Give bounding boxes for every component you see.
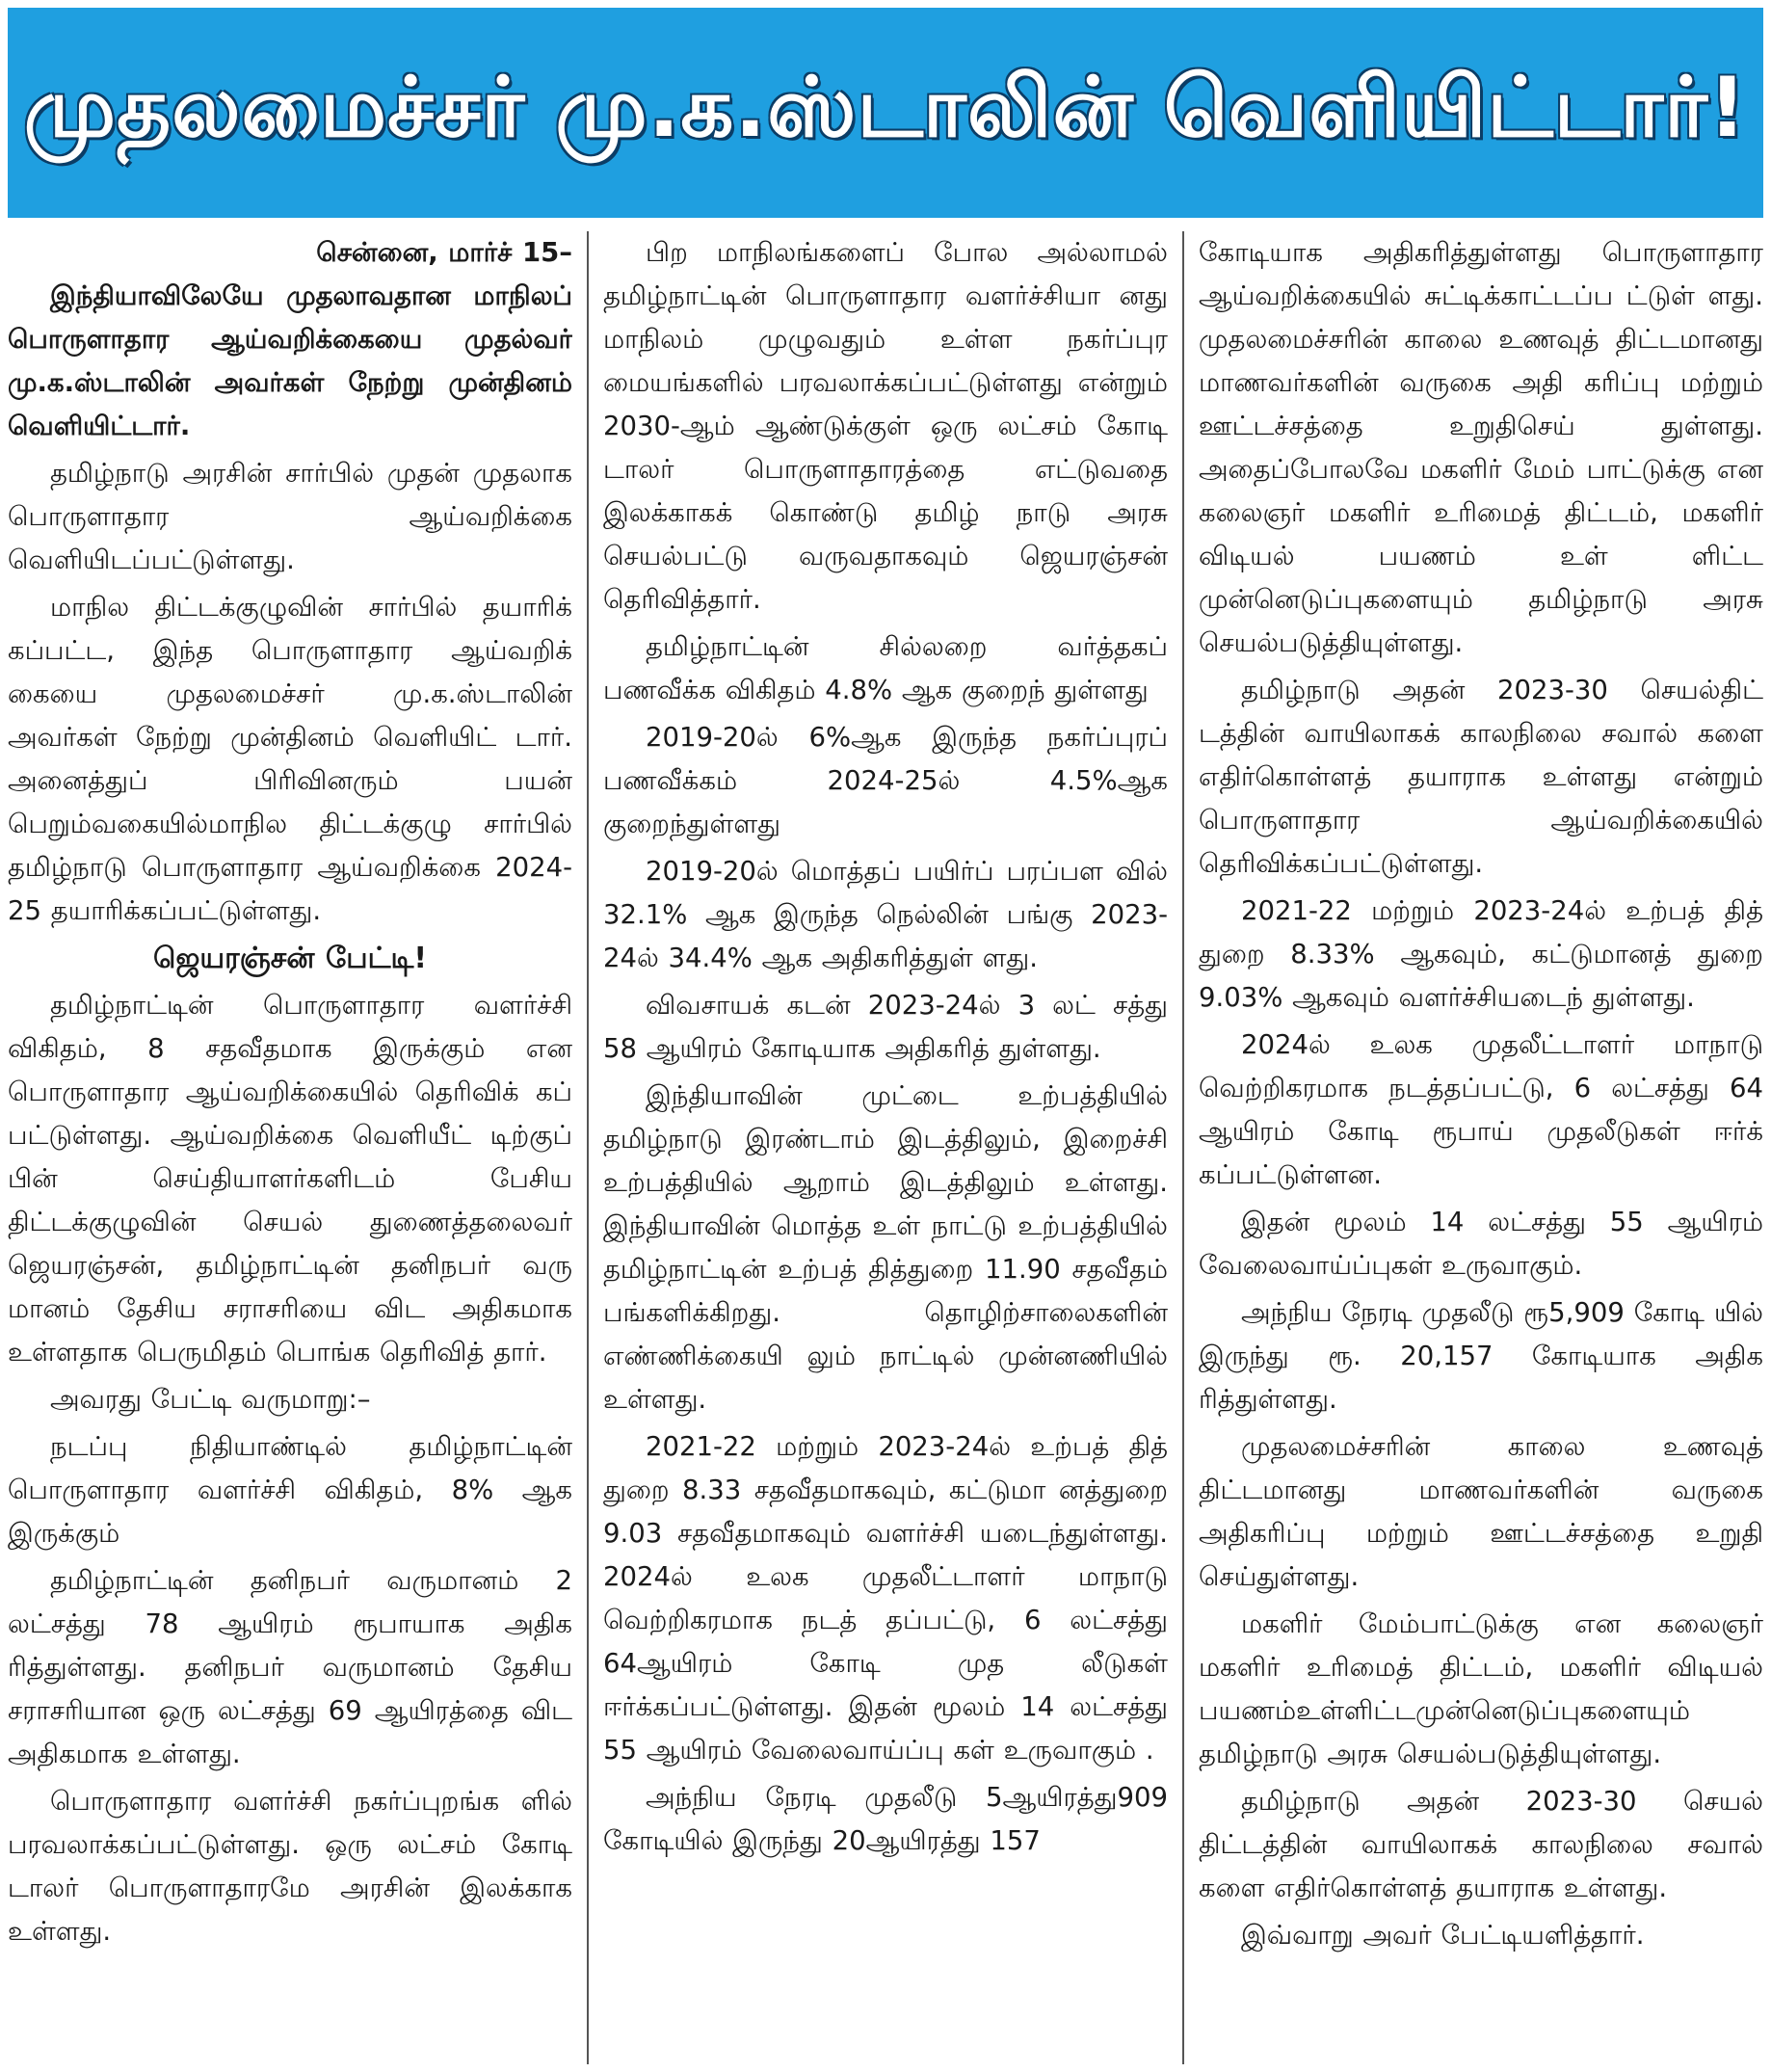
paragraph: பிற மாநிலங்களைப் போல அல்லாமல் தமிழ்நாட்டின் பொருளாதார வளர்ச்சியா னது மாநிலம் முழுவதும் உள்ள நகர்ப்புர மையங்களில் பரவலாக்கப்பட்டுள்ளது என்றும் 2030-ஆம் ஆண்டுக்குள் ஒரு லட்சம் கோடி டாலர் பொருளாதாரத்தை எட்டுவதை இலக்காகக் கொண்டு தமிழ் நாடு அரசு செயல்பட்டு வருவதாகவும் ஜெயரஞ்சன் தெரிவித்தார். <box>603 237 1168 615</box>
paragraph: தமிழ்நாட்டின் சில்லறை வர்த்தகப் பணவீக்க விகிதம் 4.8% ஆக குறைந் துள்ளது <box>603 631 1168 705</box>
subheading: ஜெயரஞ்சன் பேட்டி! <box>152 942 428 975</box>
paragraph: விவசாயக் கடன் 2023-24ல் 3 லட் சத்து 58 ஆயிரம் கோடியாக அதிகரித் துள்ளது. <box>603 990 1168 1064</box>
paragraph: தமிழ்நாடு அரசின் சார்பில் முதன் முதலாக பொருளாதார ஆய்வறிக்கை வெளியிடப்பட்டுள்ளது. <box>8 458 572 575</box>
paragraph: 2024ல் உலக முதலீட்டாளர் மாநாடு வெற்றிகரமாக நடத்தப்பட்டு, 6 லட்சத்து 64 ஆயிரம் கோடி ரூபாய் முதலீடுகள் ஈர்க் கப்பட்டுள்ளன. <box>1199 1029 1763 1190</box>
paragraph: 2021-22 மற்றும் 2023-24ல் உற்பத் தித் துறை 8.33 சதவீதமாகவும், கட்டுமா னத்துறை 9.03 சதவீதமாகவும் வளர்ச்சி யடைந்துள்ளது. 2024ல் உலக முதலீட்டாளர் மாநாடு வெற்றிகரமாக நடத் தப்பட்டு, 6 லட்சத்து 64ஆயிரம் கோடி முத லீடுகள் ஈர்க்கப்பட்டுள்ளது. இதன் மூலம் 14 லட்சத்து 55 ஆயிரம் வேலைவாய்ப்பு கள் உருவாகும் . <box>603 1431 1168 1766</box>
headline: முதலமைச்சர் மு.க.ஸ்டாலின் வெளியிட்டார்! <box>23 59 1748 156</box>
headline-banner <box>8 8 1763 218</box>
dateline: சென்னை, மார்ச் 15– <box>316 237 572 268</box>
paragraph: 2021-22 மற்றும் 2023-24ல் உற்பத் தித் துறை 8.33% ஆகவும், கட்டுமானத் துறை 9.03% ஆகவும் வளர்ச்சியடைந் துள்ளது. <box>1199 895 1763 1013</box>
paragraph: இதன் மூலம் 14 லட்சத்து 55 ஆயிரம் வேலைவாய்ப்புகள் உருவாகும். <box>1199 1207 1763 1281</box>
column-divider <box>587 231 589 2064</box>
paragraph: தமிழ்நாடு அதன் 2023-30 செயல் திட்டத்தின் வாயிலாகக் காலநிலை சவால் களை எதிர்கொள்ளத் தயாராக உள்ளது. <box>1199 1786 1763 1903</box>
paragraph: பொருளாதார வளர்ச்சி நகர்ப்புறங்க ளில் பரவலாக்கப்பட்டுள்ளது. ஒரு லட்சம் கோடி டாலர் பொருளாதாரமே அரசின் இலக்காக உள்ளது. <box>8 1786 572 1947</box>
paragraph: முதலமைச்சரின் காலை உணவுத் திட்டமானது மாணவர்களின் வருகை அதிகரிப்பு மற்றும் ஊட்டச்சத்தை உறுதி செய்துள்ளது. <box>1199 1431 1763 1592</box>
column-2 <box>603 231 1168 2064</box>
lead-paragraph: இந்தியாவிலேயே முதலாவதான மாநிலப் பொருளாதார ஆய்வறிக்கையை முதல்வர் மு.க.ஸ்டாலின் அவர்கள் நேற்று முன்தினம் வெளியிட்டார். <box>8 280 572 441</box>
paragraph: கோடியாக அதிகரித்துள்ளது பொருளாதார ஆய்வறிக்கையில் சுட்டிக்காட்டப்ப ட்டுள் ளது. முதலமைச்சரின் காலை உணவுத் திட்டமானது மாணவர்களின் வருகை அதி கரிப்பு மற்றும் ஊட்டச்சத்தை உறுதிசெய் துள்ளது. அதைப்போலவே மகளிர் மேம் பாட்டுக்கு என கலைஞர் மகளிர் உரிமைத் திட்டம், மகளிர் விடியல் பயணம் உள் ளிட்ட முன்னெடுப்புகளையும் தமிழ்நாடு அரசு செயல்படுத்தியுள்ளது. <box>1199 237 1763 658</box>
paragraph: அந்நிய நேரடி முதலீடு 5ஆயிரத்து909 கோடியில் இருந்து 20ஆயிரத்து 157 <box>603 1782 1168 1856</box>
paragraph: மாநில திட்டக்குழுவின் சார்பில் தயாரிக் கப்பட்ட, இந்த பொருளாதார ஆய்வறிக் கையை முதலமைச்சர் மு.க.ஸ்டாலின் அவர்கள் நேற்று முன்தினம் வெளியிட் டார். அனைத்துப் பிரிவினரும் பயன் பெறும்வகையில்மாநில திட்டக்குழு சார்பில் தமிழ்நாடு பொருளாதார ஆய்வறிக்கை 2024-25 தயாரிக்கப்பட்டுள்ளது. <box>8 592 572 926</box>
paragraph: 2019-20ல் 6%ஆக இருந்த நகர்ப்புரப் பணவீக்கம் 2024-25ல் 4.5%ஆக குறைந்துள்ளது <box>603 722 1168 839</box>
paragraph: அந்நிய நேரடி முதலீடு ரூ5,909 கோடி யில் இருந்து ரூ. 20,157 கோடியாக அதிக ரித்துள்ளது. <box>1199 1297 1763 1415</box>
paragraph: இந்தியாவின் முட்டை உற்பத்தியில் தமிழ்நாடு இரண்டாம் இடத்திலும், இறைச்சி உற்பத்தியில் ஆறாம் இடத்திலும் உள்ளது. இந்தியாவின் மொத்த உள் நாட்டு உற்பத்தியில் தமிழ்நாட்டின் உற்பத் தித்துறை 11.90 சதவீதம் பங்களிக்கிறது. தொழிற்சாலைகளின் எண்ணிக்கையி லும் நாட்டில் முன்னணியில் உள்ளது. <box>603 1080 1168 1415</box>
paragraph: நடப்பு நிதியாண்டில் தமிழ்நாட்டின் பொருளாதார வளர்ச்சி விகிதம், 8% ஆக இருக்கும் <box>8 1431 572 1549</box>
column-1 <box>8 231 572 2064</box>
paragraph: இவ்வாறு அவர் பேட்டியளித்தார். <box>1241 1920 1645 1951</box>
paragraph: 2019-20ல் மொத்தப் பயிர்ப் பரப்பள வில் 32.1% ஆக இருந்த நெல்லின் பங்கு 2023-24ல் 34.4% ஆக அதிகரித்துள் ளது. <box>603 856 1168 973</box>
paragraph: அவரது பேட்டி வருமாறு:– <box>50 1384 371 1415</box>
paragraph: மகளிர் மேம்பாட்டுக்கு என கலைஞர் மகளிர் உரிமைத் திட்டம், மகளிர் விடியல் பயணம்உள்ளிட்டமுன்னெடுப்புகளையும் தமிழ்நாடு அரசு செயல்படுத்தியுள்ளது. <box>1199 1608 1763 1769</box>
article-body <box>8 231 1763 2064</box>
paragraph: தமிழ்நாட்டின் தனிநபர் வருமானம் 2 லட்சத்து 78 ஆயிரம் ரூபாயாக அதிக ரித்துள்ளது. தனிநபர் வருமானம் தேசிய சராசரியான ஒரு லட்சத்து 69 ஆயிரத்தை விட அதிகமாக உள்ளது. <box>8 1565 572 1769</box>
column-3 <box>1199 231 1763 2064</box>
paragraph: தமிழ்நாட்டின் பொருளாதார வளர்ச்சி விகிதம், 8 சதவீதமாக இருக்கும் என பொருளாதார ஆய்வறிக்கையில் தெரிவிக் கப் பட்டுள்ளது. ஆய்வறிக்கை வெளியீட் டிற்குப் பின் செய்தியாளர்களிடம் பேசிய திட்டக்குழுவின் செயல் துணைத்தலைவர் ஜெயரஞ்சன், தமிழ்நாட்டின் தனிநபர் வரு மானம் தேசிய சராசரியை விட அதிகமாக உள்ளதாக பெருமிதம் பொங்க தெரிவித் தார். <box>8 990 572 1368</box>
paragraph: தமிழ்நாடு அதன் 2023-30 செயல்திட் டத்தின் வாயிலாகக் காலநிலை சவால் களை எதிர்கொள்ளத் தயாராக உள்ளது என்றும் பொருளாதார ஆய்வறிக்கையில் தெரிவிக்கப்பட்டுள்ளது. <box>1199 675 1763 879</box>
column-divider <box>1182 231 1184 2064</box>
